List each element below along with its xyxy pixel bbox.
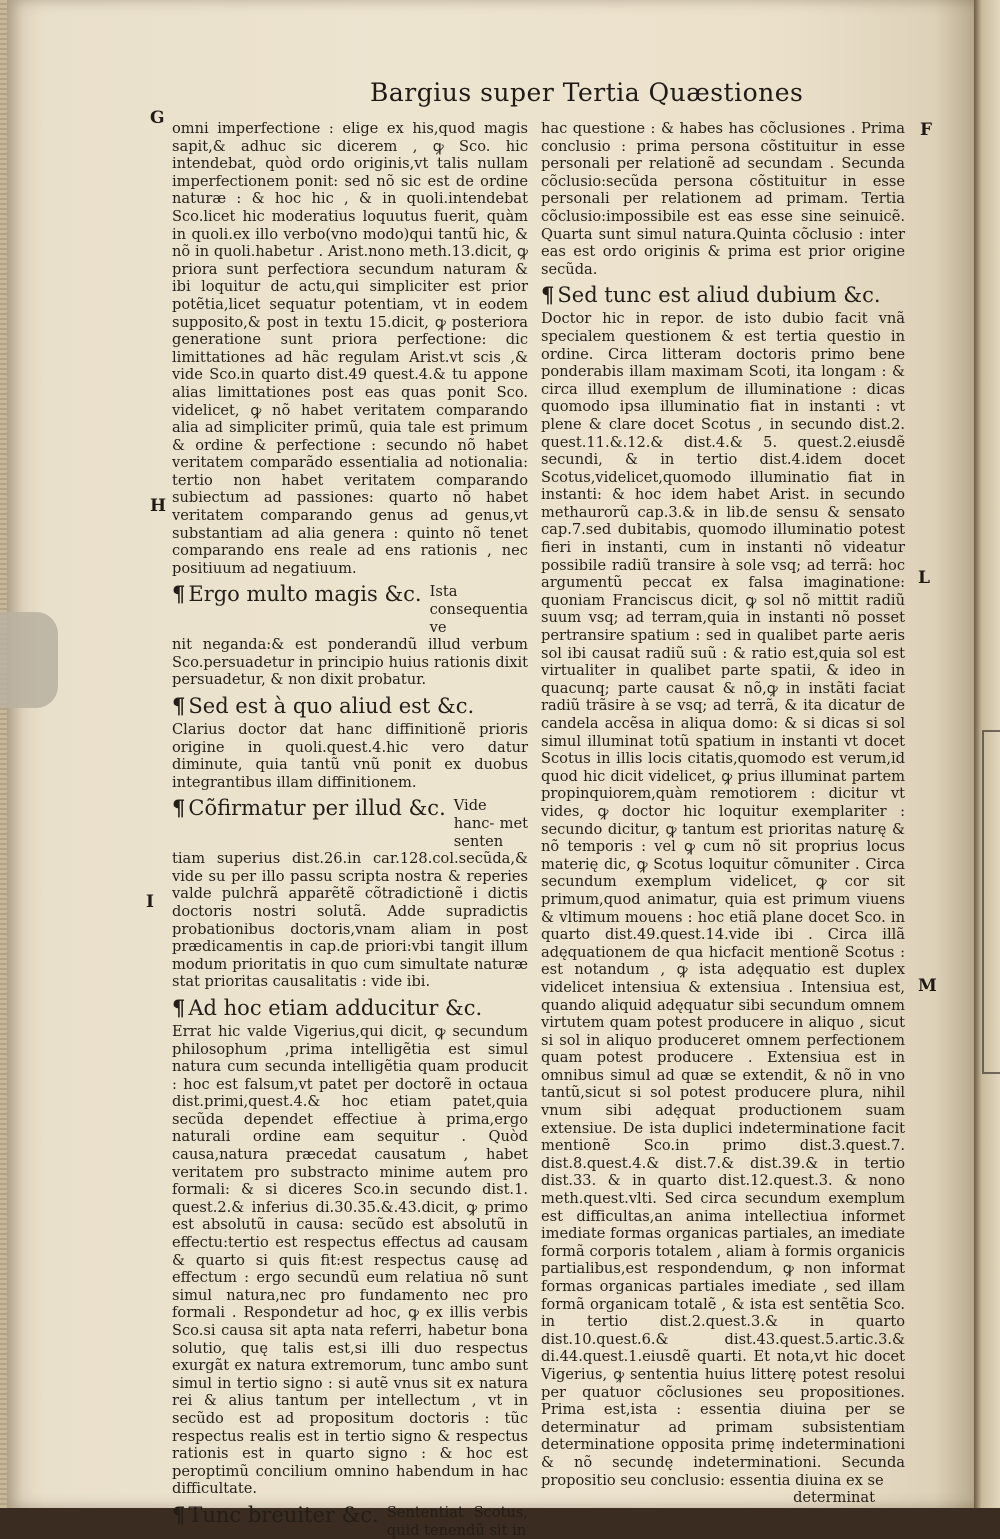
margin-letter-m: M bbox=[918, 976, 937, 996]
heading-confirmatur-trail: Vide hanc- met senten bbox=[453, 797, 528, 850]
pilcrow-icon: ¶ bbox=[541, 282, 555, 308]
margin-letter-g: G bbox=[150, 108, 165, 128]
left-paragraph-1: omni imperfectione : elige ex his,quod magis sapit,& adhuc sic dicerem , ꝙ Sco. hic intendebat, quòd ordo originis,vt talis nullam imperfectionem ponit: sed nõ sic est de ordine naturæ : & hoc hic , & in quoli.intendebat Sco.licet hic moderatius loquutus fuerit, quàm in quoli.ex illo verbo(vno modo)qui tantũ hic, & nõ in quoli.habetur . Arist.nono meth.13.dicit, ꝙ priora sunt perfectiora secundum naturam & ibi loquitur de actu,qui simpliciter est prior potẽtia,licet sequatur potentiam, vt in eodem supposito,& post in textu 15.dicit, ꝙ posteriora generatione sunt priora perfectione: dic limittationes ad hãc regulam Arist.vt scis ,& vide Sco.in quarto dist.49 quest.4.& tu appone alias limittationes post eas quas ponit Sco. videlicet, ꝙ nõ habet veritatem comparando alia ad simpliciter primũ, quia tale est primum & ordine & perfectione : secundo nõ habet veritatem comparãdo essentialia ad notionalia: tertio non habet veritatem comparando subiectum ad passiones: quarto nõ habet veritatem comparando genus ad genus,vt substantiam ad alia genera : quinto nõ tenet comparando ens reale ad ens rationis , nec positiuum ad negatiuum. bbox=[172, 120, 528, 577]
heading-sed-est-text: Sed est à quo aliud est &c. bbox=[188, 694, 475, 718]
facing-page-woodcut-border bbox=[982, 730, 1000, 1074]
right-paragraph-2: Doctor hic in repor. de isto dubio facit vnã specialem questionem & est tertia questio in ordine. Circa litteram doctoris primo bene ponderabis illam maximam Scoti, ita longam : & circa illud exemplum de illuminatione : dicas quomodo ipsa illuminatio fiat in instanti : vt plene & clare docet Scotus , in secundo dist.2. quest.11.&.12.& dist.4.& 5. quest.2.eiusdẽ secundi, & in tertio dist.4.idem docet Scotus,videlicet,quomodo illuminatio fiat in instanti: & hoc idem habet Arist. in secundo methaurorũ cap.3.& in lib.de sensu & sensato cap.7.sed dubitabis, quomodo illuminatio potest fieri in instanti, cum in instanti nõ videatur possibile radiũ transire à sole vsq; ad terrã: hoc argumentũ peccat ex falsa imaginatione: quoniam Franciscus dicit, ꝙ sol nõ mittit radiũ suum vsq; ad terram,quia in instanti nõ posset pertransire spatium : sed in qualibet parte aeris sol ibi causat radiũ suũ : & ratio est,quia sol est virtualiter in qualibet parte spatii, & ideo in quacunq; parte causat & nõ,ꝙ in instãti faciat radiũ trãsire à se vsq; ad terrã, & ita dicatur de candela accẽsa in aliqua domo: & si dicas si sol simul illuminat totũ spatium in instanti vt docet Scotus in illis locis citatis,quomodo est verum,id quod hic dicit videlicet, ꝙ prius illuminat partem propinquiorem,quàm remotiorem : dicitur vt vides, ꝙ doctor hic loquitur exemplariter : secundo dicitur, ꝙ tantum est prioritas naturę & nõ temporis : vel ꝙ cum nõ sit proprius locus materię dic, ꝙ Scotus loquitur cõmuniter . Circa secundum exemplum videlicet, ꝙ cor sit primum,quod animatur, quia est primum viuens & vltimum mouens : hoc etiã plane docet Sco. in quarto dist.49.quest.14.vide ibi . Circa illã adęquationem de qua hicfacit mentionẽ Scotus : est notandum , ꝙ ista adęquatio est duplex videlicet intensiua & extensiua . Intensiua est, quando aliquid adęquatur sibi secundum omnem virtutem quam potest producere in aliquo , sicut si sol in aliquo produceret omnem perfectionem quam potest producere . Extensiua est in omnibus simul ad quæ se extendit, & nõ in vno tantũ,sicut si sol potest producere plura, nihil vnum sibi adęquat productionem suam extensiue. De ista duplici indeterminatione facit mentionẽ Sco.in primo dist.3.quest.7. dist.8.quest.4.& dist.7.& dist.39.& in tertio dist.33. & in quarto dist.12.quest.3. & nono meth.quest.vlti. Sed circa secundum exemplum est difficultas,an anima intellectiua informet imediate formas organicas partiales, an imediate formã corporis totalem , aliam à formis organicis partialibus,est respondendum, ꝙ non informat formas organicas partiales imediate , sed illam formã organicam totalẽ , & ista est sentẽtia Sco. in tertio dist.2.quest.3.& in quarto dist.10.quest.6.& dist.43.quest.5.artic.3.& di.44.quest.1.eiusdẽ quarti. Et nota,vt hic docet Vigerius, ꝙ sententia huius litterę potest resolui per quatuor cõclusiones seu propositiones. Prima est,ista : essentia diuina per se determinatur ad primam subsistentiam determinatione opposita primę indeterminationi & nõ secundę indeterminationi. Secunda propositio seu conclusio: essentia diuina ex se bbox=[541, 310, 905, 1489]
heading-tunc-trail: Sententiat Scotus, quid tenendũ sit in bbox=[386, 1503, 528, 1539]
heading-confirmatur bbox=[172, 791, 528, 850]
margin-letter-h: H bbox=[150, 496, 167, 516]
heading-confirmatur-text: Cõfirmatur per illud &c. bbox=[188, 796, 446, 821]
pilcrow-icon: ¶ bbox=[172, 693, 186, 718]
heading-ergo-text: Ergo multo magis &c. bbox=[188, 582, 422, 607]
heading-ergo bbox=[172, 577, 528, 636]
heading-sed-tunc-text: Sed tunc est aliud dubium &c. bbox=[557, 283, 881, 308]
left-paragraph-3: Clarius doctor dat hanc diffinitionẽ prioris origine in quoli.quest.4.hic vero datur diminute, quia tantũ vnũ ponit ex duobus integrantibus illam diffinitionem. bbox=[172, 721, 528, 791]
heading-sed-est bbox=[172, 691, 528, 721]
pilcrow-icon: ¶ bbox=[172, 795, 186, 821]
heading-sed-tunc bbox=[541, 280, 905, 310]
heading-ergo-trail: Ista consequentia ve bbox=[429, 583, 529, 636]
margin-letter-i: I bbox=[146, 892, 154, 912]
margin-letter-l: L bbox=[918, 568, 930, 588]
pilcrow-icon: ¶ bbox=[172, 581, 186, 607]
page-block-edge bbox=[0, 0, 7, 1508]
heading-ad-hoc bbox=[172, 993, 528, 1023]
heading-ad-hoc-text: Ad hoc etiam adducitur &c. bbox=[188, 995, 483, 1020]
heading-tunc-text: Tunc breuiter &c. bbox=[188, 1502, 379, 1527]
right-paragraph-1: hac questione : & habes has cõclusiones . Prima conclusio : prima persona cõstituitur in esse personali per relationẽ ad secundam . Secunda cõclusio:secũda persona cõstituitur in esse personali per relationem ad primam. Tertia cõclusio:impossibile est eas esse sine seinuicẽ. Quarta sunt simul natura.Quinta cõclusio : inter eas est ordo originis & prima est prior origine secũda. bbox=[541, 120, 905, 278]
heading-tunc bbox=[172, 1498, 528, 1539]
pilcrow-icon: ¶ bbox=[172, 994, 186, 1020]
left-paragraph-2: nit neganda:& est ponderandũ illud verbum Sco.persuadetur in principio huius rationis dixit persuadetur, & non dixit probatur. bbox=[172, 636, 528, 689]
margin-letter-f: F bbox=[920, 120, 933, 140]
left-column bbox=[172, 120, 528, 1539]
catchword: determinat bbox=[793, 1489, 875, 1507]
right-column bbox=[541, 120, 905, 1507]
running-head: Bargius super Tertia Quæstiones bbox=[370, 78, 804, 107]
bookmark-tab bbox=[0, 612, 58, 708]
pilcrow-icon: ¶ bbox=[172, 1501, 186, 1527]
left-paragraph-5: Errat hic valde Vigerius,qui dicit, ꝙ secundum philosophum ,prima intelligẽtia est simul natura cum secunda intelligẽtia quam producit : hoc est falsum,vt patet per doctorẽ in octaua dist.primi,quest.4.& hoc etiam patet,quia secũda dependet effectiue à prima,ergo naturali ordine eam sequitur . Quòd causa,natura præcedat causatum , habet veritatem pro substracto minime autem pro formali: & si diceres Sco.in secundo dist.1. quest.2.& inferius di.30.35.&.43.dicit, ꝙ primo est absolutũ in causa: secũdo est absolutũ in effectu:tertio est respectus effectus ad causam & quarto si quis fit:est respectus causę ad effectum : ergo secundũ eum relatiua nõ sunt simul natura,nec pro fundamento nec pro formali . Respondetur ad hoc, ꝙ ex illis verbis Sco.si causa sit apta nata referri, habetur bona solutio, quę talis est,si illi duo respectus exurgãt ex natura extremorum, tunc ambo sunt simul in tertio signo : si autẽ vnus sit ex natura rei & alius tantum per intellectum , vt in secũdo est ad propositum doctoris : tũc respectus realis est in tertio signo & respectus rationis est in quarto signo : & hoc est peroptimũ concilium omnino habendum in hac difficultate. bbox=[172, 1022, 528, 1498]
left-paragraph-4: tiam superius dist.26.in car.128.col.secũda,& vide su per illo passu scripta nostra & reperies valde pulchrã apparẽtẽ cõtradictionẽ i dictis doctoris nostri solutã. Adde supradictis probationibus doctoris,vnam aliam in post prædicamentis in cap.de priori:vbi tangit illum modum prioritatis in quo cum simultate naturæ stat prioritas causalitatis : vide ibi. bbox=[172, 850, 528, 991]
